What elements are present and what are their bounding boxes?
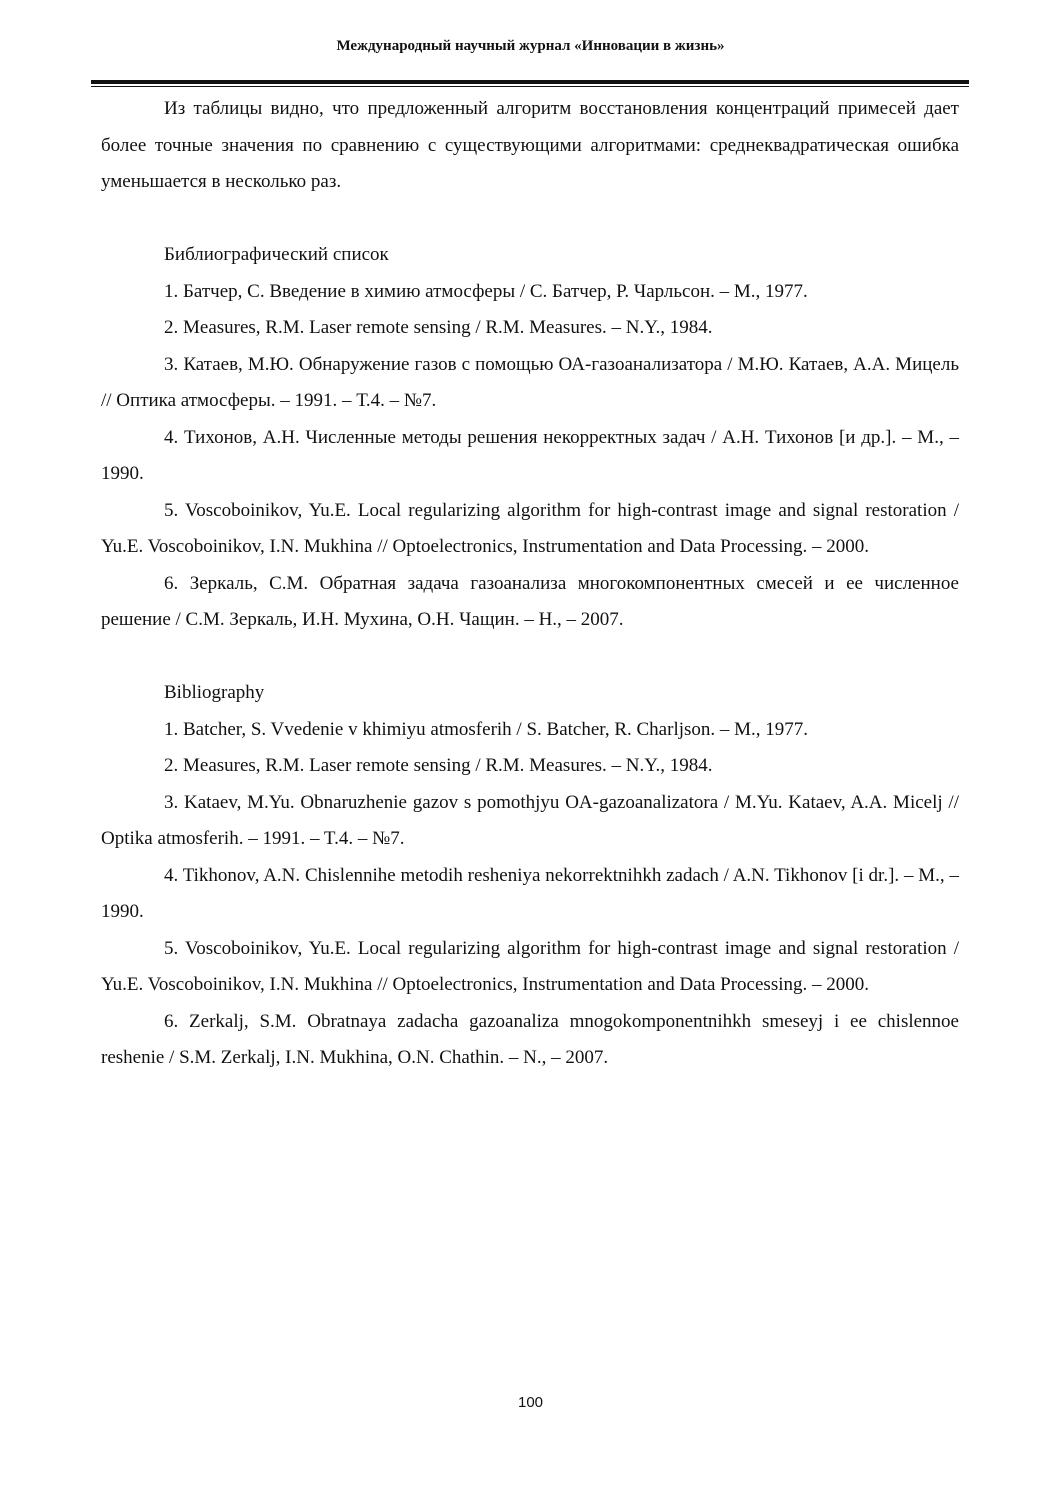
bibliography-en-item: 5. Voscoboinikov, Yu.E. Local regularizing algorithm for high-contrast image and signal restoration / Yu.E. Voscoboinikov, I.N. Mukhina // Optoelectronics, Instrumentation and Data Processing. – 2000. — [101, 937, 959, 995]
main-content — [101, 91, 959, 1077]
bibliography-en-item: 1. Batcher, S. Vvedenie v khimiyu atmosferih / S. Batcher, R. Charljson. – M., 1977. — [164, 718, 809, 740]
bibliography-en-item: 6. Zerkalj, S.M. Obratnaya zadacha gazoanaliza mnogokomponentnihkh smeseyj i ee chislennoe reshenie / S.M. Zerkalj, I.N. Mukhina, O.N. Chathin. – N., – 2007. — [101, 1010, 959, 1068]
bibliography-en-heading: Bibliography — [164, 682, 265, 703]
bibliography-ru-item: 3. Катаев, М.Ю. Обнаружение газов с помощью ОА-газоанализатора / М.Ю. Катаев, А.А. Мицель // Оптика атмосферы. – 1991. – Т.4. – №7. — [101, 353, 959, 411]
bibliography-ru-item: 2. Measures, R.M. Laser remote sensing / R.M. Measures. – N.Y., 1984. — [164, 317, 713, 338]
bibliography-en-item: 2. Measures, R.M. Laser remote sensing / R.M. Measures. – N.Y., 1984. — [164, 755, 713, 776]
bibliography-ru-item: 5. Voscoboinikov, Yu.E. Local regularizing algorithm for high-contrast image and signal restoration / Yu.E. Voscoboinikov, I.N. Mukhina // Optoelectronics, Instrumentation and Data Processing. – 2000. — [101, 499, 959, 557]
bibliography-ru-item: 1. Батчер, С. Введение в химию атмосферы / С. Батчер, Р. Чарльсон. – М., 1977. — [164, 280, 808, 302]
bibliography-en-item: 3. Kataev, M.Yu. Obnaruzhenie gazov s pomothjyu OA-gazoanalizatora / M.Yu. Kataev, A.A. Micelj // Optika atmosferih. – 1991. – T.4. – №7. — [101, 791, 959, 849]
bibliography-ru-heading: Библиографический список — [164, 244, 389, 265]
bibliography-ru-item: 4. Тихонов, А.Н. Численные методы решения некорректных задач / А.Н. Тихонов [и др.]. – М., – 1990. — [101, 426, 959, 484]
header-rule-thick — [91, 80, 969, 84]
page-number: 100 — [517, 1394, 544, 1411]
spacer — [101, 201, 959, 238]
bibliography-ru-item: 6. Зеркаль, С.М. Обратная задача газоанализа многокомпонентных смесей и ее численное решение / С.М. Зеркаль, И.Н. Мухина, О.Н. Чащин. – Н., – 2007. — [101, 572, 959, 630]
intro-paragraph: Из таблицы видно, что предложенный алгоритм восстановления концентраций примесей дает более точные значения по сравнению с существующими алгоритмами: среднеквадратическая ошибка уменьшается в несколько раз. — [101, 98, 959, 192]
header-rule-thin — [91, 86, 969, 87]
spacer — [101, 639, 959, 676]
journal-header-title: Международный научный журнал «Инновации в жизнь» — [336, 38, 725, 54]
bibliography-en-item: 4. Tikhonov, A.N. Chislennihe metodih resheniya nekorrektnihkh zadach / A.N. Tikhonov [i dr.]. – M., – 1990. — [101, 864, 959, 922]
